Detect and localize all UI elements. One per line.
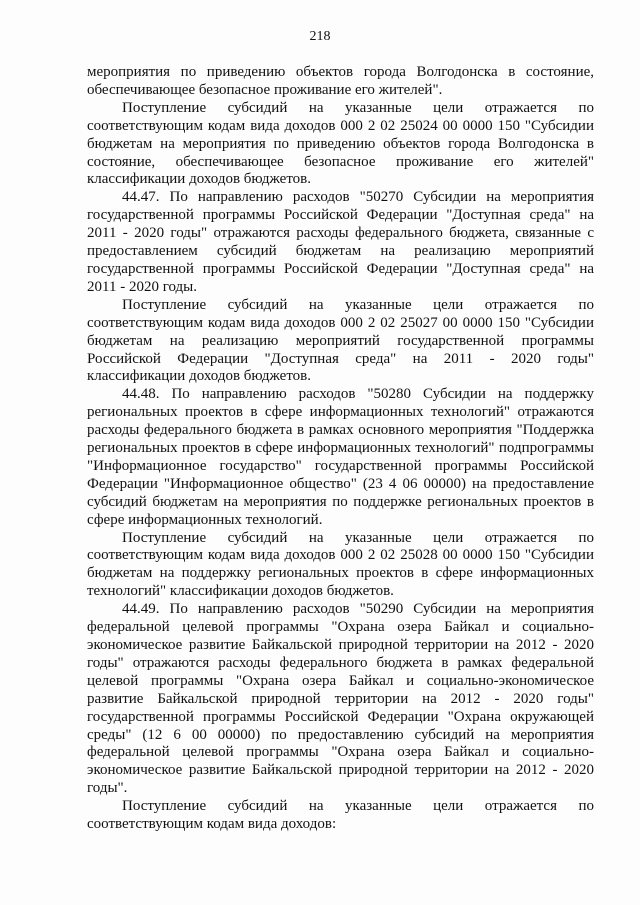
paragraph-subsidy-receipt-25024: Поступление субсидий на указанные цели отражается по соответствующим кодам вида доходов 000 2 02 25024 00 0000 150 "Субсидии бюджетам на мероприятия по приведению объектов города Волгодонска в состояние, обеспечивающее безопасное проживание его жителей" классификации доходов бюджетов. xyxy=(87,99,594,188)
document-body xyxy=(87,64,594,834)
paragraph-44-47: 44.47. По направлению расходов "50270 Субсидии на мероприятия государственной программы Российской Федерации "Доступная среда" на 2011 - 2020 годы" отражаются расходы федерального бюджета, связанные с предоставлением субсидий бюджетам на реализацию мероприятий государственной программы Российской Федерации "Доступная среда" на 2011 - 2020 годы. xyxy=(87,189,594,295)
paragraph-subsidy-receipt-25028: Поступление субсидий на указанные цели отражается по соответствующим кодам вида доходов 000 2 02 25028 00 0000 150 "Субсидии бюджетам на поддержку региональных проектов в сфере информационных технологий" классификации доходов бюджетов. xyxy=(87,529,594,600)
paragraph-44-48: 44.48. По направлению расходов "50280 Субсидии на поддержку региональных проектов в сфере информационных технологий" отражаются расходы федерального бюджета в рамках основного мероприятия "Поддержка региональных проектов в сфере информационных технологий" подпрограммы "Информационное государство" государственной программы Российской Федерации "Информационное общество" (23 4 06 00000) на предоставление субсидий бюджетам на мероприятия по поддержке региональных проектов в сфере информационных технологий. xyxy=(87,386,594,528)
page-number: 218 xyxy=(309,29,331,44)
paragraph-subsidy-receipt-25027: Поступление субсидий на указанные цели отражается по соответствующим кодам вида доходов 000 2 02 25027 00 0000 150 "Субсидии бюджетам на реализацию мероприятий государственной программы Российской Федерации "Доступная среда" на 2011 - 2020 годы" классификации доходов бюджетов. xyxy=(87,296,594,385)
paragraph-44-49: 44.49. По направлению расходов "50290 Субсидии на мероприятия федеральной целевой программы "Охрана озера Байкал и социально-экономическое развитие Байкальской природной территории на 2012 - 2020 годы" отражаются расходы федерального бюджета в рамках федеральной целевой программы "Охрана озера Байкал и социально-экономическое развитие Байкальской природной территории на 2012 - 2020 годы" государственной программы Российской Федерации "Охрана окружающей среды" (12 6 00 00000) по предоставлению субсидий на мероприятия федеральной целевой программы "Охрана озера Байкал и социально-экономическое развитие Байкальской природной территории на 2012 - 2020 годы". xyxy=(87,601,594,797)
paragraph-continuation: мероприятия по приведению объектов города Волгодонска в состояние, обеспечивающее безопасное проживание его жителей". xyxy=(87,64,594,98)
paragraph-subsidy-receipt-final: Поступление субсидий на указанные цели отражается по соответствующим кодам вида доходов: xyxy=(87,798,594,833)
